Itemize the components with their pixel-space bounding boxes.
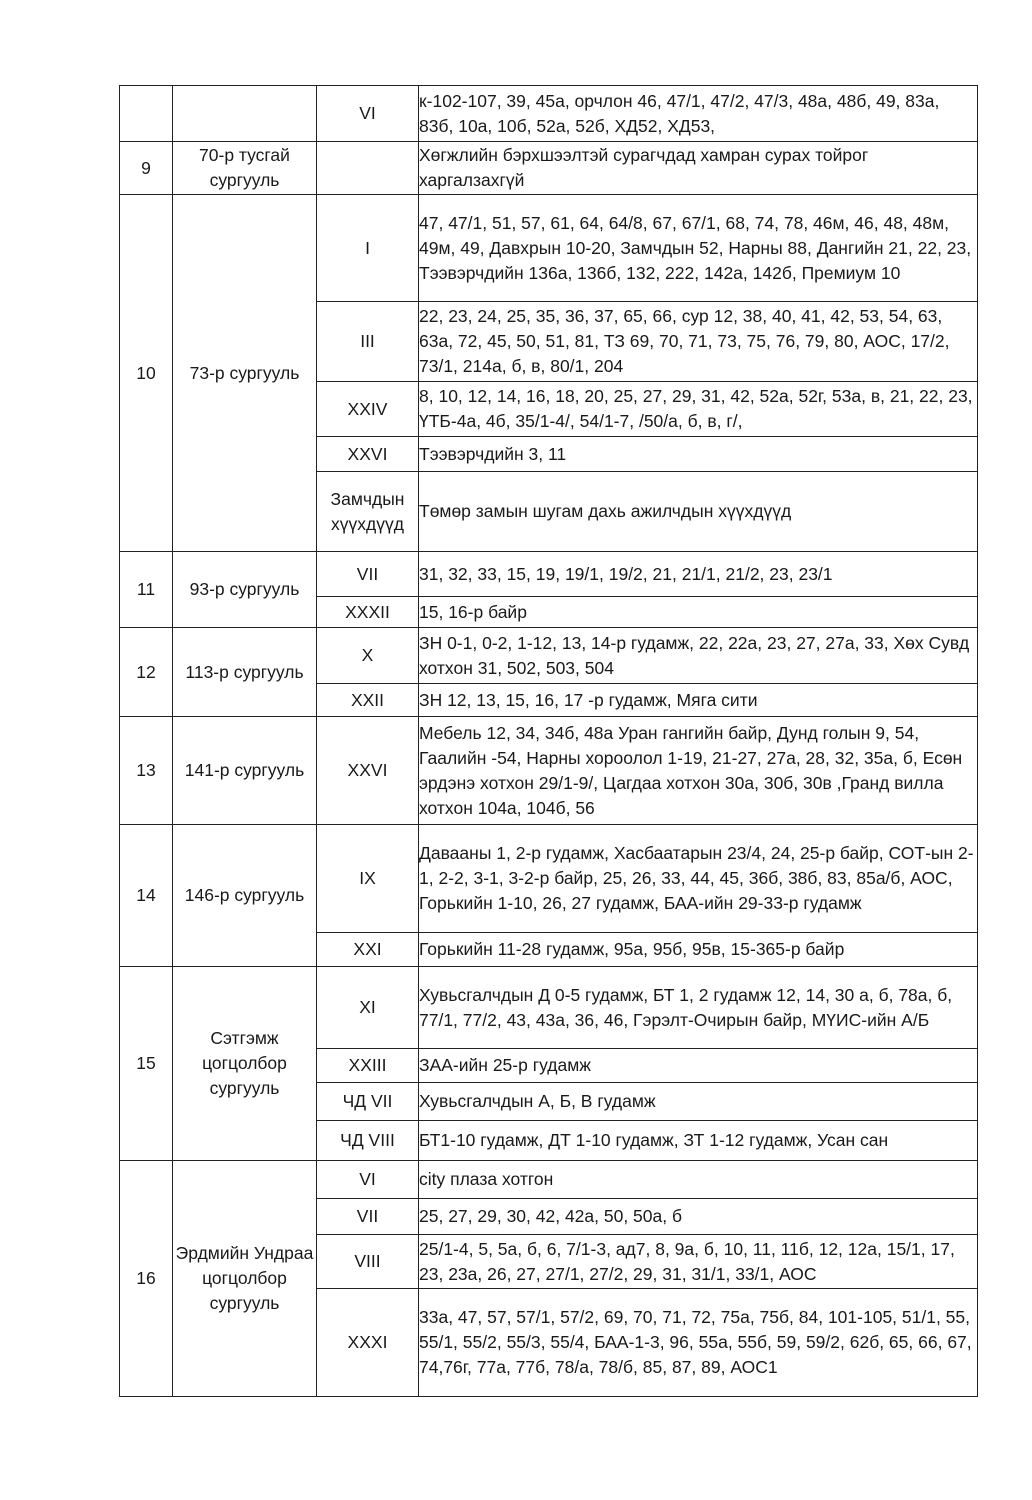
khoroo-cell: VII bbox=[317, 1199, 419, 1235]
khoroo-cell: XI bbox=[317, 967, 419, 1049]
khoroo-cell: XXIII bbox=[317, 1049, 419, 1083]
address-cell: 25, 27, 29, 30, 42, 42а, 50, 50а, б bbox=[419, 1199, 978, 1235]
table-row bbox=[120, 825, 978, 933]
address-cell: 8, 10, 12, 14, 16, 18, 20, 25, 27, 29, 31, 42, 52а, 52г, 53а, в, 21, 22, 23, ҮТБ-4а, 4б, 35/1-4/, 54/1-7, /50/а, б, в, г/, bbox=[419, 382, 978, 437]
khoroo-cell: VI bbox=[317, 86, 419, 142]
address-cell: 33а, 47, 57, 57/1, 57/2, 69, 70, 71, 72, 75а, 75б, 84, 101-105, 51/1, 55, 55/1, 55/2, 55/3, 55/4, БАА-1-3, 96, 55а, 55б, 59, 59/2, 62б, 65, 66, 67, 74,76г, 77а, 77б, 78/а, 78/б, 85, 87, 89, АОС1 bbox=[419, 1289, 978, 1397]
table-row bbox=[120, 967, 978, 1049]
row-number-cell: 12 bbox=[120, 628, 173, 717]
khoroo-cell: VI bbox=[317, 1161, 419, 1199]
khoroo-cell: XXI bbox=[317, 933, 419, 967]
school-name-cell: 93-р сургууль bbox=[173, 552, 317, 628]
khoroo-cell: X bbox=[317, 628, 419, 684]
table-row bbox=[120, 552, 978, 597]
khoroo-cell: XXIV bbox=[317, 382, 419, 437]
khoroo-cell: ЧД VII bbox=[317, 1083, 419, 1121]
school-name-cell: 141-р сургууль bbox=[173, 717, 317, 825]
table-row bbox=[120, 195, 978, 302]
address-cell: 31, 32, 33, 15, 19, 19/1, 19/2, 21, 21/1, 21/2, 23, 23/1 bbox=[419, 552, 978, 597]
row-number-cell: 14 bbox=[120, 825, 173, 967]
school-district-table bbox=[119, 85, 978, 1397]
address-cell: 15, 16-р байр bbox=[419, 597, 978, 628]
table-row bbox=[120, 628, 978, 684]
khoroo-cell: VIII bbox=[317, 1235, 419, 1289]
address-cell: Хувьсгалчдын Д 0-5 гудамж, БТ 1, 2 гудамж 12, 14, 30 а, б, 78а, б, 77/1, 77/2, 43, 43а, 36, 46, Гэрэлт-Очирын байр, МҮИС-ийн А/Б bbox=[419, 967, 978, 1049]
row-number-cell: 16 bbox=[120, 1161, 173, 1397]
row-number-cell: 15 bbox=[120, 967, 173, 1161]
address-cell: Давааны 1, 2-р гудамж, Хасбаатарын 23/4, 24, 25-р байр, СОТ-ын 2-1, 2-2, 3-1, 3-2-р байр, 25, 26, 33, 44, 45, 36б, 38б, 83, 85а/б, АОС, Горькийн 1-10, 26, 27 гудамж, БАА-ийн 29-33-р гудамж bbox=[419, 825, 978, 933]
address-cell: БТ1-10 гудамж, ДТ 1-10 гудамж, ЗТ 1-12 гудамж, Усан сан bbox=[419, 1121, 978, 1161]
khoroo-cell bbox=[317, 142, 419, 195]
school-name-cell: Эрдмийн Ундраа цогцолбор сургууль bbox=[173, 1161, 317, 1397]
row-number-cell: 13 bbox=[120, 717, 173, 825]
khoroo-cell: I bbox=[317, 195, 419, 302]
address-cell: Мебель 12, 34, 34б, 48а Уран гангийн байр, Дунд голын 9, 54, Гаалийн -54, Нарны хороолол 1-19, 21-27, 27а, 28, 32, 35а, б, Есөн эрдэнэ хотхон 29/1-9/, Цагдаа хотхон 30а, 30б, 30в ,Гранд вилла хотхон 104а, 104б, 56 bbox=[419, 717, 978, 825]
address-cell: к-102-107, 39, 45а, орчлон 46, 47/1, 47/2, 47/3, 48а, 48б, 49, 83а, 83б, 10а, 10б, 52а, 52б, ХД52, ХД53, bbox=[419, 86, 978, 142]
table-row bbox=[120, 86, 978, 142]
table-row bbox=[120, 142, 978, 195]
address-cell: 25/1-4, 5, 5а, б, 6, 7/1-3, ад7, 8, 9а, б, 10, 11, 11б, 12, 12а, 15/1, 17, 23, 23а, 26, 27, 27/1, 27/2, 29, 31, 31/1, 33/1, АОС bbox=[419, 1235, 978, 1289]
address-cell: Төмөр замын шугам дахь ажилчдын хүүхдүүд bbox=[419, 472, 978, 552]
address-cell: ЗН 0-1, 0-2, 1-12, 13, 14-р гудамж, 22, 22а, 23, 27, 27а, 33, Хөх Сувд хотхон 31, 502, 503, 504 bbox=[419, 628, 978, 684]
khoroo-cell: IX bbox=[317, 825, 419, 933]
khoroo-cell: XXVI bbox=[317, 437, 419, 472]
school-name-cell: 73-р сургууль bbox=[173, 195, 317, 552]
khoroo-cell: XXII bbox=[317, 684, 419, 717]
khoroo-cell: III bbox=[317, 302, 419, 382]
address-cell: Горькийн 11-28 гудамж, 95а, 95б, 95в, 15-365-р байр bbox=[419, 933, 978, 967]
address-cell: Хувьсгалчдын А, Б, В гудамж bbox=[419, 1083, 978, 1121]
school-name-cell: 113-р сургууль bbox=[173, 628, 317, 717]
row-number-cell: 10 bbox=[120, 195, 173, 552]
khoroo-cell: ЧД VIII bbox=[317, 1121, 419, 1161]
khoroo-cell: XXXI bbox=[317, 1289, 419, 1397]
address-cell: Тээвэрчдийн 3, 11 bbox=[419, 437, 978, 472]
address-cell: city плаза хотгон bbox=[419, 1161, 978, 1199]
school-name-cell bbox=[173, 86, 317, 142]
row-number-cell: 9 bbox=[120, 142, 173, 195]
school-name-cell: Сэтгэмж цогцолбор сургууль bbox=[173, 967, 317, 1161]
table-row bbox=[120, 717, 978, 825]
khoroo-cell: Замчдын хүүхдүүд bbox=[317, 472, 419, 552]
khoroo-cell: VII bbox=[317, 552, 419, 597]
address-cell: ЗН 12, 13, 15, 16, 17 -р гудамж, Мяга сити bbox=[419, 684, 978, 717]
table-row bbox=[120, 1161, 978, 1199]
address-cell: 22, 23, 24, 25, 35, 36, 37, 65, 66, сур 12, 38, 40, 41, 42, 53, 54, 63, 63а, 72, 45, 50, 51, 81, ТЗ 69, 70, 71, 73, 75, 76, 79, 80, АОС, 17/2, 73/1, 214а, б, в, 80/1, 204 bbox=[419, 302, 978, 382]
school-name-cell: 70-р тусгай сургууль bbox=[173, 142, 317, 195]
address-cell: 47, 47/1, 51, 57, 61, 64, 64/8, 67, 67/1, 68, 74, 78, 46м, 46, 48, 48м, 49м, 49, Давхрын 10-20, Замчдын 52, Нарны 88, Дангийн 21, 22, 23, Тээвэрчдийн 136а, 136б, 132, 222, 142а, 142б, Премиум 10 bbox=[419, 195, 978, 302]
address-cell: Хөгжлийн бэрхшээлтэй сурагчдад хамран сурах тойрог харгалзахгүй bbox=[419, 142, 978, 195]
address-cell: ЗАА-ийн 25-р гудамж bbox=[419, 1049, 978, 1083]
row-number-cell: 11 bbox=[120, 552, 173, 628]
row-number-cell bbox=[120, 86, 173, 142]
khoroo-cell: XXVI bbox=[317, 717, 419, 825]
khoroo-cell: XXXII bbox=[317, 597, 419, 628]
school-name-cell: 146-р сургууль bbox=[173, 825, 317, 967]
